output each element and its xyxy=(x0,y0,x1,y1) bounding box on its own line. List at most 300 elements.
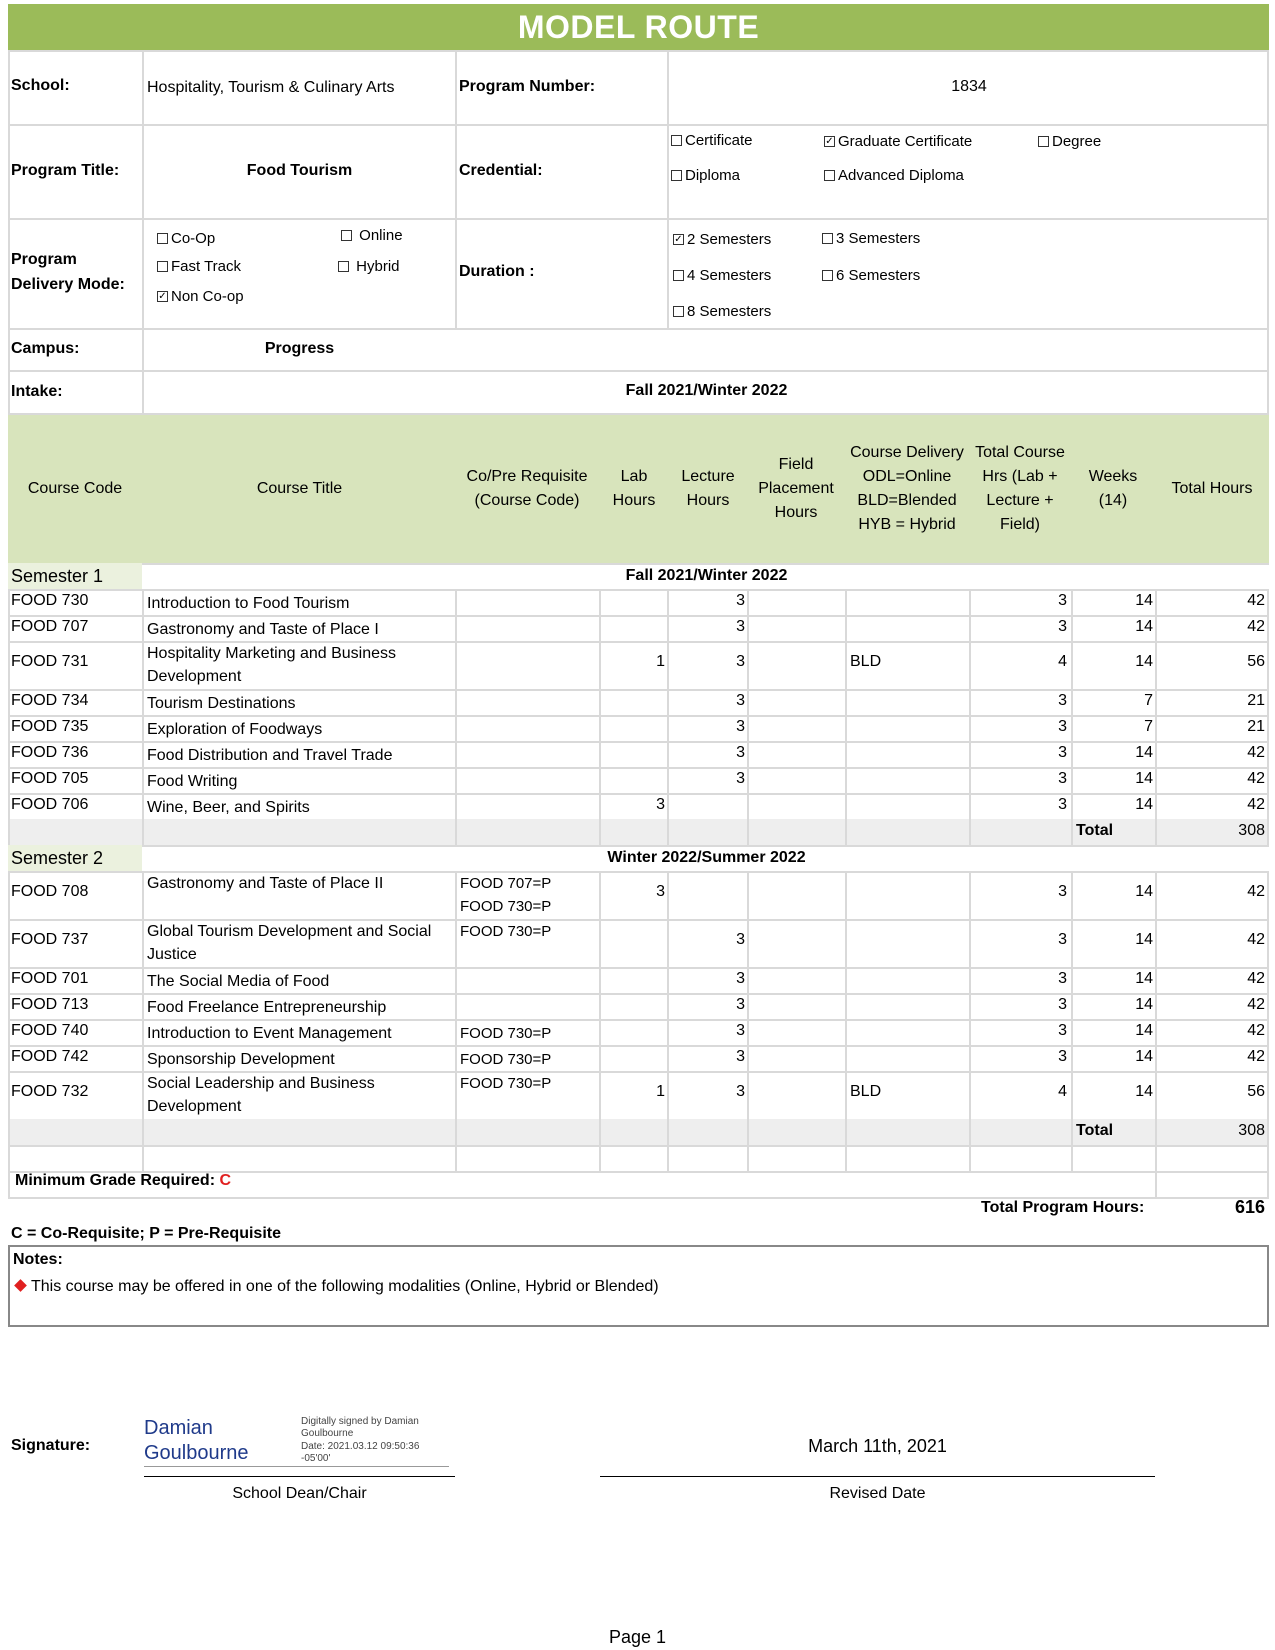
col-divider xyxy=(1267,689,1269,715)
divider xyxy=(8,218,1269,220)
cell-prereq: FOOD 730=P xyxy=(460,1025,552,1042)
cell-hours: 42 xyxy=(1247,744,1265,761)
col-divider xyxy=(1071,1119,1073,1145)
min-grade: Minimum Grade Required: C xyxy=(15,1172,232,1189)
cell-lab: 1 xyxy=(656,1083,665,1100)
col-divider xyxy=(455,1019,457,1045)
campus-value: Progress xyxy=(264,340,335,357)
cell-lecture: 3 xyxy=(736,692,745,709)
cell-code: FOOD 732 xyxy=(11,1083,89,1100)
delivery-label-line2: Delivery Mode: xyxy=(11,276,125,293)
cell-delivery: BLD xyxy=(850,653,882,670)
col-divider xyxy=(8,819,10,845)
row-divider xyxy=(8,1019,1269,1021)
col-header-lecture: Lecture Hours xyxy=(681,468,735,509)
cell-total: 3 xyxy=(1058,996,1067,1013)
divider xyxy=(8,370,1269,372)
duration-4-semesters[interactable]: 4 Semesters xyxy=(673,267,771,284)
program-number-label: Program Number: xyxy=(459,78,596,95)
cell-hours: 42 xyxy=(1247,970,1265,987)
col-divider xyxy=(747,1019,749,1045)
cell-lecture: 3 xyxy=(736,931,745,948)
checkbox-icon xyxy=(338,261,349,272)
cell-lecture: 3 xyxy=(736,770,745,787)
duration-2-semesters[interactable]: ✓2 Semesters xyxy=(673,231,771,248)
cell-total: 3 xyxy=(1058,1022,1067,1039)
col-divider xyxy=(747,967,749,993)
signature-underline xyxy=(144,1466,449,1467)
cell-code: FOOD 735 xyxy=(11,718,89,735)
checkbox-icon xyxy=(822,270,833,281)
cell-lecture: 3 xyxy=(736,653,745,670)
col-divider xyxy=(1071,819,1073,845)
col-divider xyxy=(1267,919,1269,967)
cell-title: Food Freelance Entrepreneurship xyxy=(147,999,387,1016)
cell-title: Introduction to Food Tourism xyxy=(147,595,350,612)
cell-title: Social Leadership and Business Development xyxy=(147,1075,375,1115)
col-header-total-course: Total Course Hrs (Lab + Lecture + Field) xyxy=(975,444,1065,533)
cell-code: FOOD 734 xyxy=(11,692,89,709)
col-divider xyxy=(747,1145,749,1171)
col-divider xyxy=(747,819,749,845)
col-divider xyxy=(599,1119,601,1145)
col-divider xyxy=(747,1045,749,1071)
col-divider xyxy=(845,715,847,741)
digital-signature-line3: Date: 2021.03.12 09:50:36 xyxy=(301,1441,420,1452)
cell-title: Sponsorship Development xyxy=(147,1051,335,1068)
col-divider xyxy=(845,871,847,919)
cell-title: The Social Media of Food xyxy=(147,973,330,990)
col-divider xyxy=(455,615,457,641)
col-divider xyxy=(455,871,457,919)
col-divider xyxy=(747,615,749,641)
cell-hours: 42 xyxy=(1247,883,1265,900)
col-divider xyxy=(599,715,601,741)
col-divider xyxy=(1267,793,1269,819)
cell-total: 4 xyxy=(1058,653,1067,670)
col-divider xyxy=(667,819,669,845)
program-number-value: 1834 xyxy=(951,78,987,95)
col-divider xyxy=(1267,993,1269,1019)
col-divider xyxy=(599,993,601,1019)
col-divider xyxy=(142,689,144,715)
col-divider xyxy=(845,767,847,793)
cell-total: 3 xyxy=(1058,618,1067,635)
min-grade-value: C xyxy=(219,1172,232,1189)
col-divider xyxy=(455,589,457,615)
col-divider xyxy=(8,589,10,615)
col-divider xyxy=(747,793,749,819)
cell-title: Gastronomy and Taste of Place I xyxy=(147,621,379,638)
col-divider xyxy=(747,589,749,615)
cell-code: FOOD 701 xyxy=(11,970,89,987)
program-title-value: Food Tourism xyxy=(246,162,353,179)
col-divider xyxy=(455,1119,457,1145)
col-divider xyxy=(667,1145,669,1171)
col-divider xyxy=(142,715,144,741)
col-divider xyxy=(1155,1145,1157,1171)
col-divider xyxy=(455,1071,457,1119)
col-divider xyxy=(599,819,601,845)
col-divider xyxy=(142,641,144,689)
cell-weeks: 14 xyxy=(1135,618,1153,635)
row-divider xyxy=(8,793,1269,795)
total-program-value: 616 xyxy=(1234,1197,1265,1217)
col-divider xyxy=(969,819,971,845)
cell-weeks: 14 xyxy=(1135,592,1153,609)
col-divider xyxy=(8,1171,10,1197)
col-divider xyxy=(845,1019,847,1045)
cell-lecture: 3 xyxy=(736,618,745,635)
col-divider xyxy=(8,641,10,689)
signature-last-name: Goulbourne xyxy=(144,1442,249,1464)
cell-lab: 3 xyxy=(656,796,665,813)
cell-lecture: 3 xyxy=(736,744,745,761)
cell-weeks: 14 xyxy=(1135,1022,1153,1039)
credential-diploma[interactable]: Diploma xyxy=(671,167,740,184)
checkbox-checked-icon xyxy=(157,291,168,302)
col-divider xyxy=(142,793,144,819)
col-divider xyxy=(747,919,749,967)
cell-title: Wine, Beer, and Spirits xyxy=(147,799,310,816)
col-divider xyxy=(599,1145,601,1171)
duration-3-semesters[interactable]: 3 Semesters xyxy=(822,230,920,247)
cell-code: FOOD 731 xyxy=(11,653,89,670)
col-divider xyxy=(455,1045,457,1071)
col-divider xyxy=(455,641,457,689)
total-program-label: Total Program Hours: xyxy=(981,1199,1145,1216)
col-divider xyxy=(455,1145,457,1171)
cell-hours: 42 xyxy=(1247,1022,1265,1039)
cell-title: Food Distribution and Travel Trade xyxy=(147,747,393,764)
cell-code: FOOD 737 xyxy=(11,931,89,948)
col-divider xyxy=(8,993,10,1019)
col-divider xyxy=(599,767,601,793)
col-header-weeks: Weeks (14) xyxy=(1088,468,1138,509)
cell-hours: 42 xyxy=(1247,592,1265,609)
cell-weeks: 14 xyxy=(1135,996,1153,1013)
row-divider xyxy=(8,1145,1269,1147)
cell-total: 3 xyxy=(1058,931,1067,948)
digital-signature-line2: Goulbourne xyxy=(301,1428,354,1439)
divider xyxy=(142,50,144,413)
cell-prereq: FOOD 730=P xyxy=(460,923,552,940)
col-divider xyxy=(747,715,749,741)
col-divider xyxy=(142,1045,144,1071)
col-divider xyxy=(142,1145,144,1171)
col-divider xyxy=(8,1019,10,1045)
col-divider xyxy=(142,993,144,1019)
delivery-fast-track[interactable]: Fast Track xyxy=(157,258,241,275)
cell-title: Food Writing xyxy=(147,773,238,790)
col-divider xyxy=(8,689,10,715)
col-divider xyxy=(747,689,749,715)
signature-label: Signature: xyxy=(11,1437,91,1454)
cell-total: 3 xyxy=(1058,744,1067,761)
col-divider xyxy=(8,767,10,793)
col-divider xyxy=(8,1045,10,1071)
credential-degree[interactable]: Degree xyxy=(1038,133,1101,150)
col-divider xyxy=(455,689,457,715)
page-number: Page 1 xyxy=(608,1627,667,1647)
col-divider xyxy=(599,967,601,993)
col-divider xyxy=(455,993,457,1019)
col-divider xyxy=(142,589,144,615)
col-divider xyxy=(845,1119,847,1145)
cell-total: 3 xyxy=(1058,796,1067,813)
cell-weeks: 14 xyxy=(1135,744,1153,761)
col-divider xyxy=(747,871,749,919)
duration-8-semesters[interactable]: 8 Semesters xyxy=(673,303,771,320)
date-line xyxy=(600,1476,1155,1477)
cell-weeks: 7 xyxy=(1144,718,1153,735)
notes-box xyxy=(8,1245,1269,1327)
row-divider xyxy=(8,715,1269,717)
col-divider xyxy=(599,1019,601,1045)
semester-term: Winter 2022/Summer 2022 xyxy=(607,849,806,866)
campus-label: Campus: xyxy=(11,340,80,357)
checkbox-icon xyxy=(673,270,684,281)
signature-line xyxy=(144,1476,455,1477)
col-divider xyxy=(142,819,144,845)
col-divider xyxy=(747,1071,749,1119)
cell-code: FOOD 730 xyxy=(11,592,89,609)
cell-total: 3 xyxy=(1058,970,1067,987)
cell-code: FOOD 713 xyxy=(11,996,89,1013)
intake-label: Intake: xyxy=(11,383,63,400)
delivery-online[interactable]: Online xyxy=(341,227,403,244)
col-header-total-hours: Total Hours xyxy=(1171,480,1253,497)
credential-advanced-diploma[interactable]: Advanced Diploma xyxy=(824,167,964,184)
cell-lecture: 3 xyxy=(736,1048,745,1065)
revised-date-value: March 11th, 2021 xyxy=(808,1436,947,1456)
checkbox-checked-icon xyxy=(673,234,684,245)
row-divider xyxy=(8,967,1269,969)
digital-signature-line1: Digitally signed by Damian xyxy=(301,1416,419,1427)
col-divider xyxy=(142,871,144,919)
col-divider xyxy=(142,967,144,993)
col-divider xyxy=(8,1071,10,1119)
checkbox-icon xyxy=(671,170,682,181)
semester-total-value: 308 xyxy=(1238,822,1265,839)
col-divider xyxy=(142,919,144,967)
checkbox-icon xyxy=(824,170,835,181)
checkbox-checked-icon xyxy=(824,136,835,147)
col-divider xyxy=(599,919,601,967)
cell-lecture: 3 xyxy=(736,592,745,609)
row-divider xyxy=(8,741,1269,743)
col-divider xyxy=(845,793,847,819)
cell-code: FOOD 708 xyxy=(11,883,89,900)
cell-hours: 56 xyxy=(1247,653,1265,670)
cell-lecture: 3 xyxy=(736,718,745,735)
col-divider xyxy=(845,819,847,845)
col-divider xyxy=(455,819,457,845)
cell-weeks: 7 xyxy=(1144,692,1153,709)
credential-certificate[interactable]: Certificate xyxy=(671,132,753,149)
col-divider xyxy=(8,715,10,741)
checkbox-icon xyxy=(1038,136,1049,147)
cell-hours: 42 xyxy=(1247,931,1265,948)
cell-total: 3 xyxy=(1058,1048,1067,1065)
col-divider xyxy=(142,1019,144,1045)
col-divider xyxy=(142,1071,144,1119)
col-divider xyxy=(845,1045,847,1071)
row-divider xyxy=(8,615,1269,617)
cell-total: 3 xyxy=(1058,883,1067,900)
checkbox-icon xyxy=(341,230,352,241)
delivery-hybrid[interactable]: Hybrid xyxy=(338,258,400,275)
col-divider xyxy=(455,715,457,741)
col-header-field: Field Placement Hours xyxy=(758,456,834,521)
cell-delivery: BLD xyxy=(850,1083,882,1100)
cell-prereq: FOOD 730=P xyxy=(460,1075,552,1092)
divider xyxy=(8,124,1269,126)
col-divider xyxy=(1071,1145,1073,1171)
col-divider xyxy=(455,767,457,793)
cell-code: FOOD 736 xyxy=(11,744,89,761)
col-divider xyxy=(1155,1171,1157,1197)
checkbox-icon xyxy=(157,261,168,272)
cell-weeks: 14 xyxy=(1135,770,1153,787)
cell-hours: 42 xyxy=(1247,770,1265,787)
col-divider xyxy=(1267,641,1269,689)
col-divider xyxy=(8,1119,10,1145)
semester-total-value: 308 xyxy=(1238,1122,1265,1139)
col-divider xyxy=(599,1045,601,1071)
page-title: MODEL ROUTE xyxy=(8,4,1269,50)
col-divider xyxy=(455,967,457,993)
checkbox-icon xyxy=(157,233,168,244)
cell-weeks: 14 xyxy=(1135,796,1153,813)
cell-hours: 42 xyxy=(1247,1048,1265,1065)
cell-weeks: 14 xyxy=(1135,931,1153,948)
duration-6-semesters[interactable]: 6 Semesters xyxy=(822,267,920,284)
intake-value: Fall 2021/Winter 2022 xyxy=(625,382,788,399)
digital-signature-line4: -05'00' xyxy=(301,1453,331,1464)
cell-code: FOOD 705 xyxy=(11,770,89,787)
row-divider xyxy=(8,589,1269,591)
signature-role: School Dean/Chair xyxy=(232,1485,367,1502)
cell-title: Global Tourism Development and Social Justice xyxy=(147,923,432,963)
col-divider xyxy=(747,1119,749,1145)
cell-total: 3 xyxy=(1058,592,1067,609)
col-divider xyxy=(1267,1145,1269,1171)
col-divider xyxy=(969,1145,971,1171)
col-divider xyxy=(1267,589,1269,615)
semester-term: Fall 2021/Winter 2022 xyxy=(625,567,788,584)
cell-lecture: 3 xyxy=(736,1022,745,1039)
cell-code: FOOD 742 xyxy=(11,1048,89,1065)
row-divider xyxy=(8,689,1269,691)
col-divider xyxy=(599,689,601,715)
cell-hours: 42 xyxy=(1247,618,1265,635)
delivery-non-co-op[interactable]: ✓Non Co-op xyxy=(157,288,244,305)
notes-label: Notes: xyxy=(13,1251,63,1268)
col-divider xyxy=(455,793,457,819)
row-divider xyxy=(8,767,1269,769)
col-divider xyxy=(845,615,847,641)
semester-label: Semester 1 xyxy=(11,566,104,586)
cell-weeks: 14 xyxy=(1135,883,1153,900)
cell-prereq: FOOD 730=P xyxy=(460,1051,552,1068)
col-divider xyxy=(599,741,601,767)
semester-total-label: Total xyxy=(1076,822,1114,839)
cell-lecture: 3 xyxy=(736,996,745,1013)
program-title-label: Program Title: xyxy=(11,162,120,179)
revised-date-label: Revised Date xyxy=(829,1485,926,1502)
col-divider xyxy=(845,641,847,689)
credential-graduate-certificate[interactable]: ✓ Graduate Certificate xyxy=(824,133,972,150)
diamond-bullet-icon xyxy=(14,1279,27,1292)
col-divider xyxy=(747,993,749,1019)
col-divider xyxy=(455,919,457,967)
duration-label: Duration : xyxy=(459,263,535,280)
cell-title: Exploration of Foodways xyxy=(147,721,323,738)
col-header-lab: Lab Hours xyxy=(612,468,656,509)
cell-lab: 1 xyxy=(656,653,665,670)
col-header-title: Course Title xyxy=(256,480,343,497)
cell-lecture: 3 xyxy=(736,970,745,987)
delivery-co-op[interactable]: Co-Op xyxy=(157,230,215,247)
cell-hours: 21 xyxy=(1247,692,1265,709)
school-label: School: xyxy=(11,77,70,94)
col-divider xyxy=(1267,1071,1269,1119)
col-divider xyxy=(8,741,10,767)
cell-lecture: 3 xyxy=(736,1083,745,1100)
col-divider xyxy=(747,641,749,689)
semester-label: Semester 2 xyxy=(11,848,104,868)
col-divider xyxy=(599,589,601,615)
col-divider xyxy=(969,1119,971,1145)
col-divider xyxy=(455,741,457,767)
col-header-prereq: Co/Pre Requisite (Course Code) xyxy=(466,468,588,509)
col-divider xyxy=(845,589,847,615)
col-divider xyxy=(747,767,749,793)
col-divider xyxy=(845,919,847,967)
cell-code: FOOD 740 xyxy=(11,1022,89,1039)
col-divider xyxy=(667,793,669,819)
checkbox-icon xyxy=(671,135,682,146)
col-divider xyxy=(667,871,669,919)
col-divider xyxy=(1267,1045,1269,1071)
cell-title: Tourism Destinations xyxy=(147,695,296,712)
cell-weeks: 14 xyxy=(1135,970,1153,987)
col-divider xyxy=(845,741,847,767)
row-divider xyxy=(8,993,1269,995)
col-divider xyxy=(1267,715,1269,741)
col-header-delivery: Course Delivery ODL=Online BLD=Blended HYB = Hybrid xyxy=(850,444,964,533)
cell-hours: 21 xyxy=(1247,718,1265,735)
col-divider xyxy=(1267,819,1269,845)
col-divider xyxy=(1267,871,1269,919)
checkbox-icon xyxy=(822,233,833,244)
cell-weeks: 14 xyxy=(1135,1083,1153,1100)
col-divider xyxy=(142,615,144,641)
col-divider xyxy=(845,967,847,993)
cell-hours: 56 xyxy=(1247,1083,1265,1100)
signature-first-name: Damian xyxy=(144,1417,213,1439)
checkbox-icon xyxy=(673,306,684,317)
cell-code: FOOD 707 xyxy=(11,618,89,635)
col-divider xyxy=(599,615,601,641)
cell-total: 3 xyxy=(1058,718,1067,735)
cell-total: 3 xyxy=(1058,770,1067,787)
divider xyxy=(455,50,457,328)
col-divider xyxy=(1267,967,1269,993)
note-item: This course may be offered in one of the following modalities (Online, Hybrid or Blended) xyxy=(12,1278,659,1296)
col-divider xyxy=(845,1071,847,1119)
